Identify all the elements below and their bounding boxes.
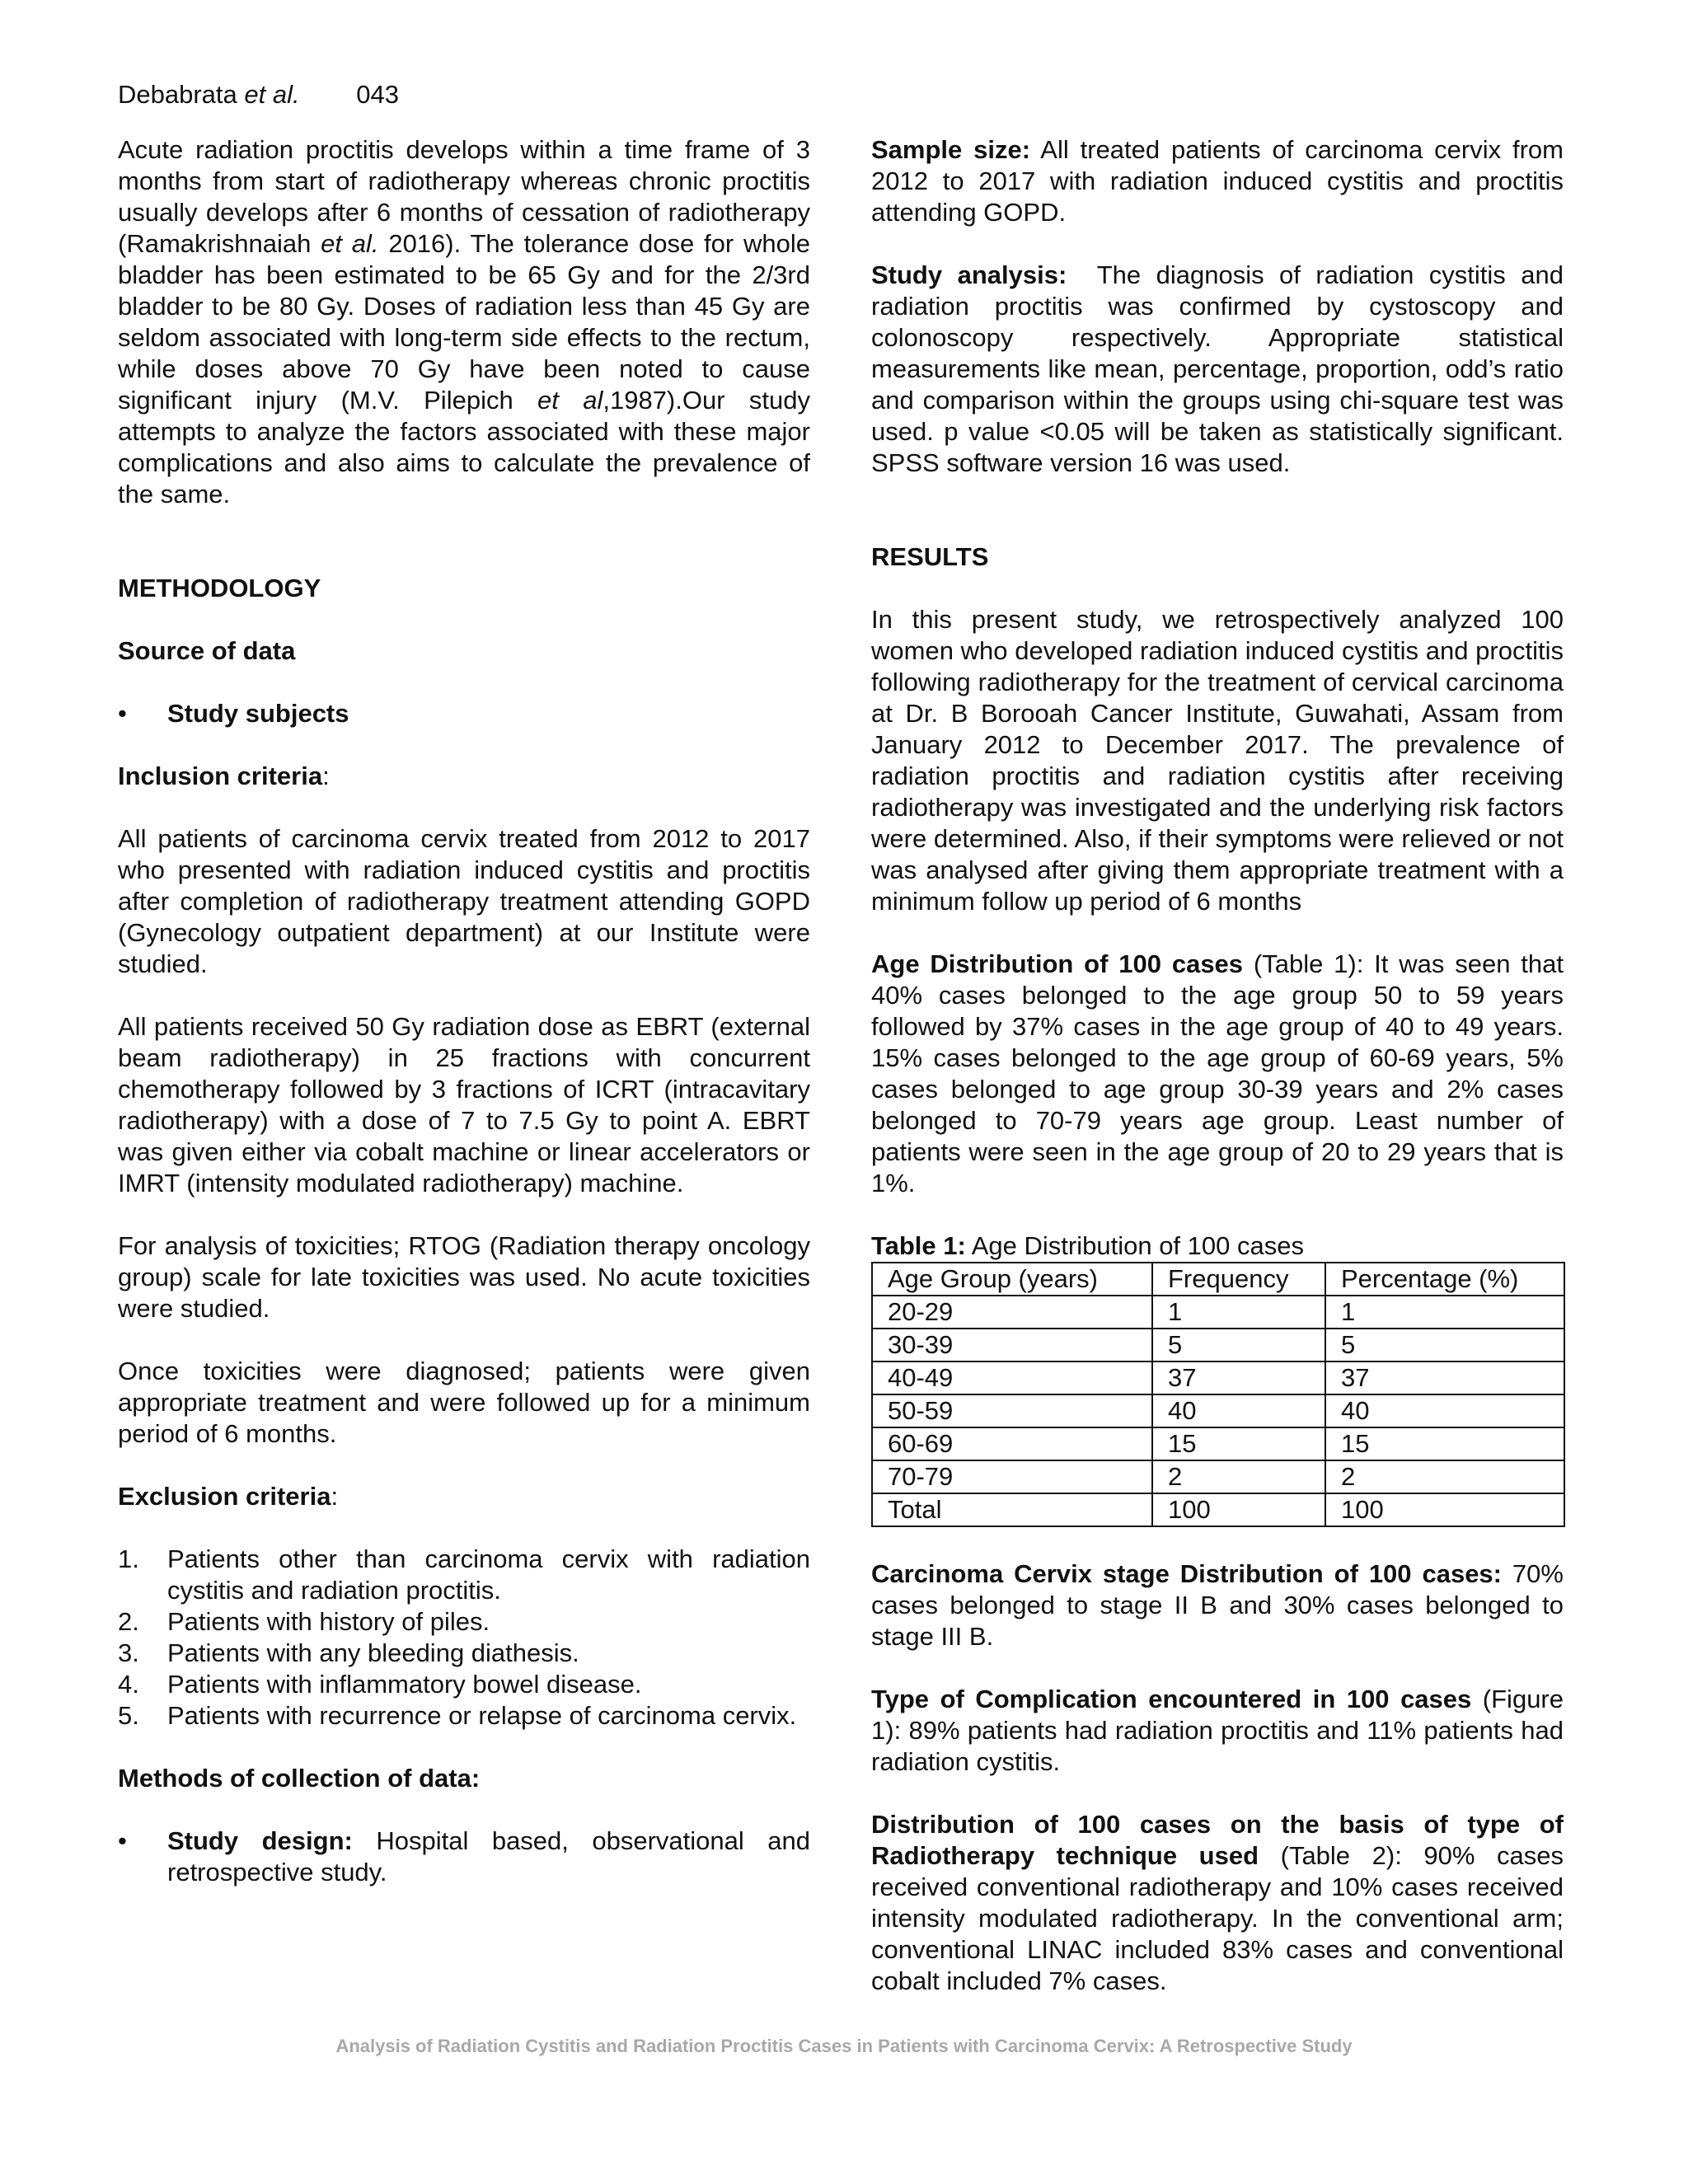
table-cell: 70-79 bbox=[872, 1460, 1152, 1493]
study-design-text: Hospital based, observational and retrospective study. bbox=[167, 1826, 810, 1886]
table-total-row bbox=[872, 1493, 1564, 1526]
intro-paragraph bbox=[118, 134, 810, 510]
results-paragraph: In this present study, we retrospectively analyzed 100 women who developed radiation induced cystitis and proctitis following radiotherapy for the treatment of cervical carcinoma at Dr. B Borooah Cancer Institute, Guwahati, Assam from January 2012 to December 2017. The prevalence of radiation proctitis and radiation cystitis after receiving radiotherapy was investigated and the underlying risk factors were determined. Also, if their symptoms were relieved or not was analysed after giving them appropriate treatment with a minimum follow up period of 6 months bbox=[871, 605, 1564, 916]
table-cell: 40 bbox=[1152, 1394, 1325, 1427]
intro-text-1: Acute radiation proctitis develops within a time frame of 3 months from start of radiotherapy whereas chronic proctitis usually develops after 6 months of cessation of radiotherapy (Ramakrishnaiah bbox=[118, 135, 810, 258]
age-distribution-table bbox=[871, 1262, 1565, 1527]
list-item bbox=[118, 1606, 810, 1638]
inclusion-paragraph-3: For analysis of toxicities; RTOG (Radiation therapy oncology group) scale for late toxicities was used. No acute toxicities were studied. bbox=[118, 1231, 810, 1323]
table-cell: 15 bbox=[1325, 1427, 1564, 1460]
exclusion-criteria-heading bbox=[118, 1481, 810, 1512]
age-distribution-paragraph bbox=[871, 949, 1564, 1199]
intro-text-2: 2016). The tolerance dose for whole bladder has been estimated to be 65 Gy and for the 2/3rd bladder to be 80 Gy. Doses of radiation less than 45 Gy are seldom associated with long-term side effects to the rectum, while doses above 70 Gy have been noted to cause significant injury (M.V. Pilepich bbox=[118, 229, 810, 415]
list-item-number: 1. bbox=[118, 1544, 139, 1573]
page-footer: Analysis of Radiation Cystitis and Radiation Proctitis Cases in Patients with Carcinoma Cervix: A Retrospective Study bbox=[335, 2036, 1353, 2056]
table-cell: 50-59 bbox=[872, 1394, 1152, 1427]
study-analysis-paragraph bbox=[871, 260, 1571, 479]
inclusion-colon: : bbox=[322, 762, 330, 790]
inclusion-paragraph-2: All patients received 50 Gy radiation dose as EBRT (external beam radiotherapy) in 25 fractions with concurrent chemotherapy followed by 3 fractions of ICRT (intracavitary radiotherapy) with a dose of 7 to 7.5 Gy to point A. EBRT was given either via cobalt machine or linear accelerators or IMRT (intensity modulated radiotherapy) machine. bbox=[118, 1012, 810, 1197]
complication-paragraph bbox=[871, 1684, 1564, 1778]
table-row bbox=[872, 1460, 1564, 1493]
list-item bbox=[118, 1669, 810, 1700]
study-design-bullet bbox=[118, 1825, 810, 1888]
stage-distribution-text: 70% cases belonged to stage II B and 30% cases belonged to stage III B. bbox=[871, 1559, 1564, 1651]
table-cell: 60-69 bbox=[872, 1427, 1152, 1460]
table-cell: Total bbox=[872, 1493, 1152, 1526]
list-item-number: 3. bbox=[118, 1638, 139, 1667]
inclusion-paragraph-4: Once toxicities were diagnosed; patients were given appropriate treatment and were followed up for a minimum period of 6 months. bbox=[118, 1357, 810, 1448]
study-design-label: Study design: bbox=[167, 1826, 353, 1855]
right-column bbox=[871, 134, 1571, 2028]
running-header bbox=[118, 79, 399, 110]
table-row bbox=[872, 1329, 1564, 1361]
intro-etal-1: et al. bbox=[321, 229, 379, 258]
study-analysis-text: The diagnosis of radiation cystitis and radiation proctitis was confirmed by cystoscopy and colonoscopy respectively. Appropriate statistical measurements like mean, percentage, proportion, odd’s ratio and comparison within the groups using chi-square test was used. p value <0.05 will be taken as statistically significant. SPSS software version 16 was used. bbox=[871, 260, 1571, 477]
complication-text: (Figure 1): 89% patients had radiation proctitis and 11% patients had radiation cystitis. bbox=[871, 1685, 1564, 1776]
sample-size-paragraph bbox=[871, 134, 1564, 228]
column-header-age-group: Age Group (years) bbox=[872, 1263, 1152, 1296]
table-cell: 37 bbox=[1325, 1361, 1564, 1394]
list-item-number: 4. bbox=[118, 1670, 139, 1699]
left-column bbox=[118, 134, 810, 1919]
bullet-icon: • bbox=[118, 1826, 127, 1855]
sample-size-label: Sample size: bbox=[871, 135, 1031, 164]
list-item-text: Patients with history of piles. bbox=[167, 1607, 490, 1636]
table-cell: 37 bbox=[1152, 1361, 1325, 1394]
technique-paragraph bbox=[871, 1809, 1564, 1997]
page-number: 043 bbox=[356, 80, 399, 109]
table-cell: 1 bbox=[1152, 1296, 1325, 1329]
list-item-text: Patients with any bleeding diathesis. bbox=[167, 1638, 579, 1667]
table-cell: 5 bbox=[1152, 1329, 1325, 1361]
table-cell: 100 bbox=[1152, 1493, 1325, 1526]
header-etal: et al. bbox=[244, 80, 300, 109]
inclusion-paragraph-1: All patients of carcinoma cervix treated from 2012 to 2017 who presented with radiation induced cystitis and proctitis after completion of radiotherapy treatment attending GOPD (Gynecology outpatient department) at our Institute were studied. bbox=[118, 824, 810, 978]
complication-label: Type of Complication encountered in 100 cases bbox=[871, 1685, 1472, 1713]
age-distribution-text: (Table 1): It was seen that 40% cases belonged to the age group 50 to 59 years followed by 37% cases in the age group of 40 to 49 years. 15% cases belonged to the age group of 60-69 years, 5% cases belonged to age group 30-39 years and 2% cases belonged to 70-79 years age group. Least number of patients were seen in the age group of 20 to 29 years that is 1%. bbox=[871, 949, 1564, 1197]
list-item-text: Patients other than carcinoma cervix with radiation cystitis and radiation proctitis. bbox=[167, 1544, 810, 1605]
list-item-text: Patients with recurrence or relapse of carcinoma cervix. bbox=[167, 1701, 797, 1730]
column-header-percentage: Percentage (%) bbox=[1325, 1263, 1564, 1296]
table-cell: 2 bbox=[1325, 1460, 1564, 1493]
table-cell: 40 bbox=[1325, 1394, 1564, 1427]
table-row bbox=[872, 1427, 1564, 1460]
results-heading: RESULTS bbox=[871, 542, 989, 571]
table-cell: 15 bbox=[1152, 1427, 1325, 1460]
header-author: Debabrata bbox=[118, 80, 237, 109]
table-row bbox=[872, 1296, 1564, 1329]
list-item bbox=[118, 1700, 810, 1732]
intro-text-3: ,1987).Our study attempts to analyze the factors associated with these major complications and also aims to calculate the prevalence of the same. bbox=[118, 386, 810, 509]
study-analysis-label: Study analysis: bbox=[871, 260, 1067, 289]
study-subjects-label: Study subjects bbox=[167, 699, 349, 728]
source-of-data-heading: Source of data bbox=[118, 636, 296, 665]
list-item bbox=[118, 1544, 810, 1606]
table-row bbox=[872, 1394, 1564, 1427]
exclusion-colon: : bbox=[331, 1482, 339, 1511]
intro-etal-2: et al bbox=[537, 386, 603, 415]
bullet-icon: • bbox=[118, 699, 127, 728]
exclusion-heading-text: Exclusion criteria bbox=[118, 1482, 331, 1511]
methods-of-collection-heading: Methods of collection of data: bbox=[118, 1764, 481, 1793]
table-cell: 20-29 bbox=[872, 1296, 1152, 1329]
stage-distribution-paragraph bbox=[871, 1558, 1564, 1652]
technique-label: Distribution of 100 cases on the basis of type of Radiotherapy technique used bbox=[871, 1810, 1564, 1870]
list-item-number: 2. bbox=[118, 1607, 139, 1636]
sample-size-text: All treated patients of carcinoma cervix from 2012 to 2017 with radiation induced cystitis and proctitis attending GOPD. bbox=[871, 135, 1564, 227]
list-item-number: 5. bbox=[118, 1701, 139, 1730]
age-distribution-label: Age Distribution of 100 cases bbox=[871, 949, 1244, 978]
table-caption-label: Table 1: bbox=[871, 1231, 966, 1260]
list-item bbox=[118, 1638, 810, 1669]
methodology-heading: METHODOLOGY bbox=[118, 574, 321, 602]
table-cell: 30-39 bbox=[872, 1329, 1152, 1361]
inclusion-criteria-heading bbox=[118, 761, 810, 792]
table-cell: 100 bbox=[1325, 1493, 1564, 1526]
column-header-frequency: Frequency bbox=[1152, 1263, 1325, 1296]
table-row bbox=[872, 1361, 1564, 1394]
table-cell: 1 bbox=[1325, 1296, 1564, 1329]
table-header-row bbox=[872, 1263, 1564, 1296]
table-caption-text: Age Distribution of 100 cases bbox=[965, 1231, 1304, 1260]
list-item-text: Patients with inflammatory bowel disease. bbox=[167, 1670, 642, 1699]
exclusion-list bbox=[118, 1544, 810, 1732]
technique-text: (Table 2): 90% cases received conventional radiotherapy and 10% cases received intensity modulated radiotherapy. In the conventional arm; conventional LINAC included 83% cases and conventional cobalt included 7% cases. bbox=[871, 1841, 1564, 1995]
table-caption bbox=[871, 1230, 1564, 1262]
stage-distribution-label: Carcinoma Cervix stage Distribution of 100 cases: bbox=[871, 1559, 1502, 1588]
table-cell: 2 bbox=[1152, 1460, 1325, 1493]
table-cell: 5 bbox=[1325, 1329, 1564, 1361]
table-cell: 40-49 bbox=[872, 1361, 1152, 1394]
inclusion-heading-text: Inclusion criteria bbox=[118, 762, 323, 790]
study-subjects-bullet bbox=[118, 698, 810, 729]
